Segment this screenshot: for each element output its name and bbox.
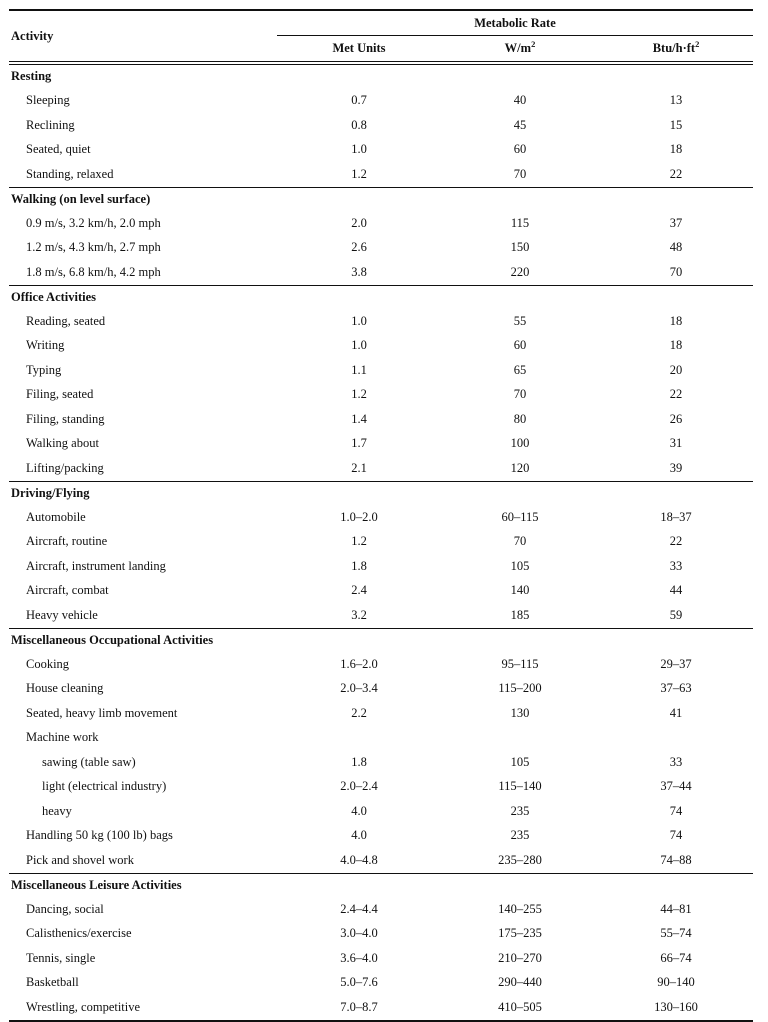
btu-cell: 37–63 (660, 681, 692, 696)
met-units-cell: 3.2 (351, 607, 367, 622)
w-per-m2-cell: 290–440 (498, 975, 542, 990)
table-row (9, 236, 753, 261)
btu-cell: 44–81 (660, 901, 692, 916)
activity-cell: Basketball (26, 975, 79, 990)
w-per-m2-unit: W/m (504, 41, 532, 55)
activity-cell: Dancing, social (26, 901, 104, 916)
table-row (9, 922, 753, 947)
w-per-m2-cell: 150 (510, 240, 530, 255)
activity-cell: Reclining (26, 117, 75, 132)
table-row (9, 799, 753, 824)
btu-cell: 18 (669, 142, 683, 157)
btu-cell: 41 (669, 705, 683, 720)
btu-cell: 15 (669, 117, 683, 132)
section-title: Office Activities (9, 285, 753, 309)
btu-cell: 59 (669, 607, 683, 622)
activity-cell: Sleeping (26, 93, 70, 108)
w-per-m2-cell: 130 (510, 705, 530, 720)
section-header-row (9, 65, 753, 89)
activity-cell: Cooking (26, 656, 70, 671)
btu-cell: 37 (669, 215, 683, 230)
w-per-m2-cell: 220 (510, 264, 530, 279)
w-per-m2-cell: 140–255 (498, 901, 542, 916)
btu-cell: 29–37 (660, 656, 692, 671)
w-per-m2-cell: 105 (510, 558, 530, 573)
w-per-m2-cell: 70 (513, 534, 527, 549)
w-per-m2-cell: 105 (510, 754, 530, 769)
btu-cell: 26 (669, 411, 683, 426)
met-units-cell: 3.8 (351, 264, 367, 279)
w-per-m2-cell: 120 (510, 460, 530, 475)
table-row (9, 701, 753, 726)
table-body (9, 65, 753, 1020)
w-per-m2-cell: 115–140 (498, 779, 542, 794)
table-row (9, 309, 753, 334)
activity-cell: Aircraft, instrument landing (26, 558, 166, 573)
section-title: Miscellaneous Leisure Activities (9, 873, 753, 897)
table-row (9, 971, 753, 996)
w-per-m2-cell: 140 (510, 583, 530, 598)
w-per-m2-cell: 175–235 (498, 926, 542, 941)
btu-cell: 22 (669, 534, 683, 549)
activity-cell: Standing, relaxed (26, 166, 114, 181)
btu-cell: 18 (669, 338, 683, 353)
met-units-cell: 4.0 (351, 828, 367, 843)
w-per-m2-cell: 210–270 (498, 950, 542, 965)
activity-cell: Lifting/packing (26, 460, 104, 475)
btu-cell: 33 (669, 558, 683, 573)
activity-cell: Filing, standing (26, 411, 105, 426)
table-row (9, 505, 753, 530)
btu-cell: 22 (669, 166, 683, 181)
activity-cell: Calisthenics/exercise (26, 926, 132, 941)
btu-cell: 39 (669, 460, 683, 475)
w-per-m2-cell: 115 (510, 215, 530, 230)
activity-cell: Handling 50 kg (100 lb) bags (26, 828, 173, 843)
met-units-cell: 1.4 (351, 411, 367, 426)
table-row (9, 211, 753, 236)
table-row (9, 603, 753, 628)
btu-cell: 33 (669, 754, 683, 769)
activity-cell: House cleaning (26, 681, 104, 696)
btu-cell: 66–74 (660, 950, 692, 965)
btu-cell (599, 726, 753, 751)
table-row (9, 579, 753, 604)
activity-cell: Reading, seated (26, 313, 106, 328)
table-row (9, 162, 753, 187)
met-units-cell: 1.1 (351, 362, 367, 377)
activity-cell: Machine work (26, 730, 99, 745)
table-row (9, 530, 753, 555)
met-units-cell: 0.7 (351, 93, 367, 108)
met-units-cell: 2.6 (351, 240, 367, 255)
bottom-rule (9, 1020, 753, 1021)
activity-cell: Writing (26, 338, 65, 353)
btu-cell: 130–160 (654, 999, 698, 1014)
met-units-cell: 1.6–2.0 (340, 656, 378, 671)
activity-cell: 0.9 m/s, 3.2 km/h, 2.0 mph (26, 215, 161, 230)
met-units-cell: 1.2 (351, 387, 367, 402)
w-per-m2-cell: 70 (513, 166, 527, 181)
met-units-cell: 2.1 (351, 460, 367, 475)
met-units-cell: 7.0–8.7 (340, 999, 378, 1014)
table-row (9, 652, 753, 677)
w-per-m2-cell: 235 (510, 803, 530, 818)
w-per-m2-cell: 45 (513, 117, 527, 132)
btu-cell: 55–74 (660, 926, 692, 941)
btu-unit: Btu/h·ft (652, 41, 696, 55)
table-row (9, 334, 753, 359)
w-per-m2-cell: 60 (513, 142, 527, 157)
table-row (9, 848, 753, 873)
met-units-cell: 4.0–4.8 (340, 852, 378, 867)
w-per-m2-cell (441, 726, 599, 751)
met-units-cell: 3.0–4.0 (340, 926, 378, 941)
w-per-m2-cell: 65 (513, 362, 527, 377)
w-per-m2-cell: 80 (513, 411, 527, 426)
met-units-cell: 1.0 (351, 313, 367, 328)
met-units-cell: 3.6–4.0 (340, 950, 378, 965)
met-units-cell: 1.8 (351, 754, 367, 769)
table-row (9, 897, 753, 922)
activity-cell: Aircraft, combat (26, 583, 109, 598)
met-units-cell: 1.2 (351, 166, 367, 181)
btu-cell: 44 (669, 583, 683, 598)
met-units-cell: 2.0 (351, 215, 367, 230)
w-per-m2-cell: 100 (510, 436, 530, 451)
met-units-cell: 2.2 (351, 705, 367, 720)
activity-cell: Automobile (26, 509, 86, 524)
table-row (9, 358, 753, 383)
met-units-cell: 1.8 (351, 558, 367, 573)
met-units-cell: 2.0–2.4 (340, 779, 378, 794)
btu-cell: 37–44 (660, 779, 692, 794)
met-units-cell: 1.7 (351, 436, 367, 451)
btu-cell: 90–140 (657, 975, 695, 990)
btu-cell: 13 (669, 93, 683, 108)
activity-cell: Seated, heavy limb movement (26, 705, 178, 720)
activity-column-header: Activity (11, 28, 54, 43)
table-row (9, 89, 753, 114)
w-per-m2-exponent: 2 (531, 39, 536, 49)
w-per-m2-cell: 410–505 (498, 999, 542, 1014)
activity-cell: 1.2 m/s, 4.3 km/h, 2.7 mph (26, 240, 161, 255)
table-row (9, 554, 753, 579)
w-per-m2-cell: 60 (513, 338, 527, 353)
met-units-cell: 1.2 (351, 534, 367, 549)
section-header-row (9, 285, 753, 309)
section-title: Walking (on level surface) (9, 187, 753, 211)
table-row (9, 775, 753, 800)
btu-cell: 70 (669, 264, 683, 279)
activity-cell: Pick and shovel work (26, 852, 134, 867)
table-row (9, 260, 753, 285)
btu-cell: 74–88 (660, 852, 692, 867)
activity-cell: Heavy vehicle (26, 607, 98, 622)
w-per-m2-cell: 115–200 (498, 681, 542, 696)
table-row (9, 432, 753, 457)
table-row (9, 726, 753, 751)
met-units-cell: 2.0–3.4 (340, 681, 378, 696)
header-row-group (9, 11, 753, 36)
w-per-m2-cell: 60–115 (501, 509, 539, 524)
section-header-row (9, 481, 753, 505)
btu-column-header (599, 36, 753, 62)
btu-cell: 74 (669, 803, 683, 818)
w-per-m2-cell: 40 (513, 93, 527, 108)
section-title: Miscellaneous Occupational Activities (9, 628, 753, 652)
btu-cell: 22 (669, 387, 683, 402)
section-title: Driving/Flying (9, 481, 753, 505)
met-units-cell: 4.0 (351, 803, 367, 818)
section-title: Resting (11, 69, 52, 84)
table-header (9, 10, 753, 65)
met-units-cell: 1.0 (351, 338, 367, 353)
btu-cell: 74 (669, 828, 683, 843)
w-per-m2-cell: 70 (513, 387, 527, 402)
met-units-cell (277, 726, 441, 751)
table-row (9, 456, 753, 481)
section-header-row (9, 873, 753, 897)
btu-exponent: 2 (695, 39, 700, 49)
metabolic-rate-table (9, 9, 753, 1022)
w-per-m2-cell: 95–115 (501, 656, 539, 671)
btu-cell: 31 (669, 436, 683, 451)
metabolic-rate-group-header: Metabolic Rate (277, 11, 753, 36)
activity-cell: Walking about (26, 436, 99, 451)
w-per-m2-cell: 235–280 (498, 852, 542, 867)
met-units-cell: 5.0–7.6 (340, 975, 378, 990)
met-units-cell: 2.4 (351, 583, 367, 598)
met-units-cell: 0.8 (351, 117, 367, 132)
btu-cell: 18 (669, 313, 683, 328)
activity-cell: light (electrical industry) (42, 779, 167, 794)
w-per-m2-cell: 185 (510, 607, 530, 622)
btu-cell: 18–37 (660, 509, 692, 524)
activity-cell: Wrestling, competitive (26, 999, 141, 1014)
activity-cell: Seated, quiet (26, 142, 91, 157)
activity-cell: Aircraft, routine (26, 534, 108, 549)
activity-cell: sawing (table saw) (42, 754, 136, 769)
met-units-cell: 2.4–4.4 (340, 901, 378, 916)
table-row (9, 383, 753, 408)
activity-cell: Filing, seated (26, 387, 94, 402)
table-row (9, 407, 753, 432)
table-row (9, 946, 753, 971)
w-per-m2-cell: 55 (513, 313, 527, 328)
met-units-cell: 1.0 (351, 142, 367, 157)
activity-cell: heavy (42, 803, 72, 818)
activity-cell: Typing (26, 362, 62, 377)
section-header-row (9, 187, 753, 211)
w-per-m2-column-header (441, 36, 599, 62)
met-units-cell: 1.0–2.0 (340, 509, 378, 524)
met-units-column-header: Met Units (332, 41, 386, 55)
table-row (9, 677, 753, 702)
activity-cell: 1.8 m/s, 6.8 km/h, 4.2 mph (26, 264, 161, 279)
section-header-row (9, 628, 753, 652)
activity-cell: Tennis, single (26, 950, 96, 965)
table-row (9, 113, 753, 138)
table-row (9, 138, 753, 163)
btu-cell: 48 (669, 240, 683, 255)
btu-cell: 20 (669, 362, 683, 377)
table-row (9, 995, 753, 1020)
table-row (9, 750, 753, 775)
table-row (9, 824, 753, 849)
w-per-m2-cell: 235 (510, 828, 530, 843)
